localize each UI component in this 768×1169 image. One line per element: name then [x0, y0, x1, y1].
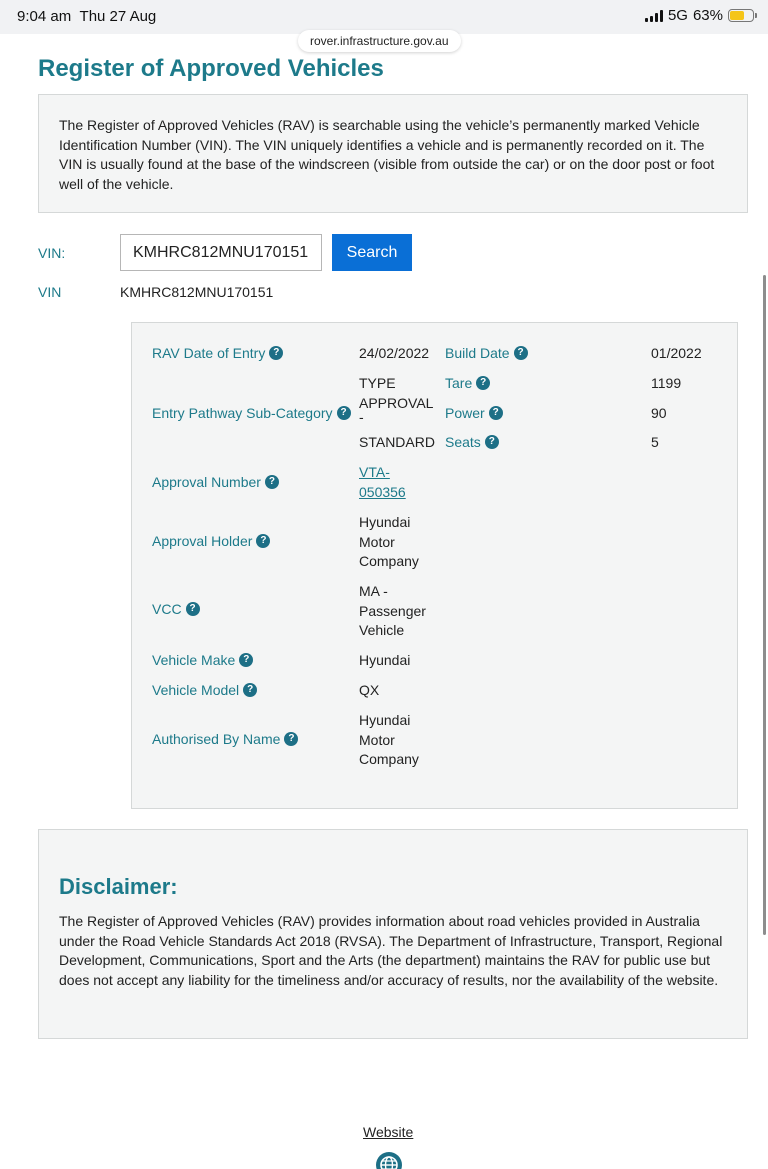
- authorised-by-label: Authorised By Name ?: [152, 731, 298, 747]
- approval-number-link[interactable]: VTA- 050356: [359, 464, 406, 500]
- entry-pathway-value: TYPE APPROVAL - STANDARD: [359, 375, 435, 451]
- build-date-value: 01/2022: [651, 345, 702, 361]
- disclaimer-panel: [38, 829, 748, 1039]
- approval-number-value: [359, 463, 406, 502]
- help-icon[interactable]: ?: [239, 653, 253, 667]
- approval-holder-value: Hyundai Motor Company: [359, 514, 419, 570]
- help-icon[interactable]: ?: [265, 475, 279, 489]
- status-indicators: [645, 7, 754, 24]
- status-bar: [0, 0, 768, 34]
- vehicle-model-label: Vehicle Model ?: [152, 682, 257, 698]
- tare-label: Tare ?: [445, 375, 490, 391]
- vcc-value: MA - Passenger Vehicle: [359, 583, 426, 639]
- power-label: Power ?: [445, 405, 503, 421]
- result-vin-value: KMHRC812MNU170151: [120, 284, 274, 300]
- help-icon[interactable]: ?: [489, 406, 503, 420]
- battery-percent: 63%: [692, 7, 723, 24]
- intro-panel: [38, 94, 748, 213]
- status-time: 9:04 am Thu 27 Aug: [17, 8, 157, 25]
- help-icon[interactable]: ?: [243, 683, 257, 697]
- help-icon[interactable]: ?: [256, 534, 270, 548]
- help-icon[interactable]: ?: [186, 602, 200, 616]
- signal-icon: [645, 10, 663, 22]
- entry-pathway-label: Entry Pathway Sub-Category ?: [152, 405, 351, 421]
- help-icon[interactable]: ?: [476, 376, 490, 390]
- vehicle-make-value: Hyundai: [359, 652, 411, 668]
- authorised-by-value: Hyundai Motor Company: [359, 712, 419, 768]
- intro-text: The Register of Approved Vehicles (RAV) is searchable using the vehicle’s permanently marked Vehicle Identification Number (VIN). The VIN uniquely identifies a vehicle and is permanently recorded on it. The VIN is usually found at the base of the windscreen (visible from outside the car) or on the door post or foot well of the vehicle.: [59, 117, 715, 192]
- build-date-label: Build Date ?: [445, 345, 528, 361]
- address-bar[interactable]: rover.infrastructure.gov.au: [298, 30, 461, 52]
- vehicle-make-label: Vehicle Make ?: [152, 652, 253, 668]
- network-type: 5G: [667, 7, 688, 24]
- vin-search-label: VIN:: [38, 245, 66, 261]
- battery-icon: [728, 9, 754, 22]
- disclaimer-title: Disclaimer:: [59, 874, 178, 899]
- rav-date-value: 24/02/2022: [359, 345, 430, 361]
- page-scrollbar[interactable]: [763, 275, 766, 935]
- vehicle-model-value: QX: [359, 682, 380, 698]
- help-icon[interactable]: ?: [514, 346, 528, 360]
- approval-holder-label: Approval Holder ?: [152, 533, 270, 549]
- page-title: Register of Approved Vehicles: [38, 55, 384, 82]
- tare-value: 1199: [651, 375, 682, 391]
- help-icon[interactable]: ?: [284, 732, 298, 746]
- vcc-label: VCC ?: [152, 601, 200, 617]
- seats-value: 5: [651, 434, 659, 450]
- globe-icon[interactable]: [375, 1151, 403, 1169]
- approval-number-label: Approval Number ?: [152, 474, 279, 490]
- vin-search-input[interactable]: [120, 234, 322, 271]
- search-button[interactable]: Search: [332, 234, 412, 271]
- website-link[interactable]: Website: [363, 1124, 414, 1140]
- disclaimer-text: The Register of Approved Vehicles (RAV) provides information about road vehicles provided in Australia under the Road Vehicle Standards Act 2018 (RVSA). The Department of Infrastructure, Transport, Regional Development, Communications, Sport and the Arts (the department) maintains the RAV for public use but does not accept any liability for the timeliness and/or accuracy of results, nor the availability of the website.: [59, 913, 723, 988]
- result-vin-label: VIN: [38, 284, 62, 300]
- vehicle-details-panel: [131, 322, 738, 809]
- rav-date-label: RAV Date of Entry ?: [152, 345, 283, 361]
- seats-label: Seats ?: [445, 434, 499, 450]
- help-icon[interactable]: ?: [485, 435, 499, 449]
- power-value: 90: [651, 405, 667, 421]
- help-icon[interactable]: ?: [269, 346, 283, 360]
- help-icon[interactable]: ?: [337, 406, 351, 420]
